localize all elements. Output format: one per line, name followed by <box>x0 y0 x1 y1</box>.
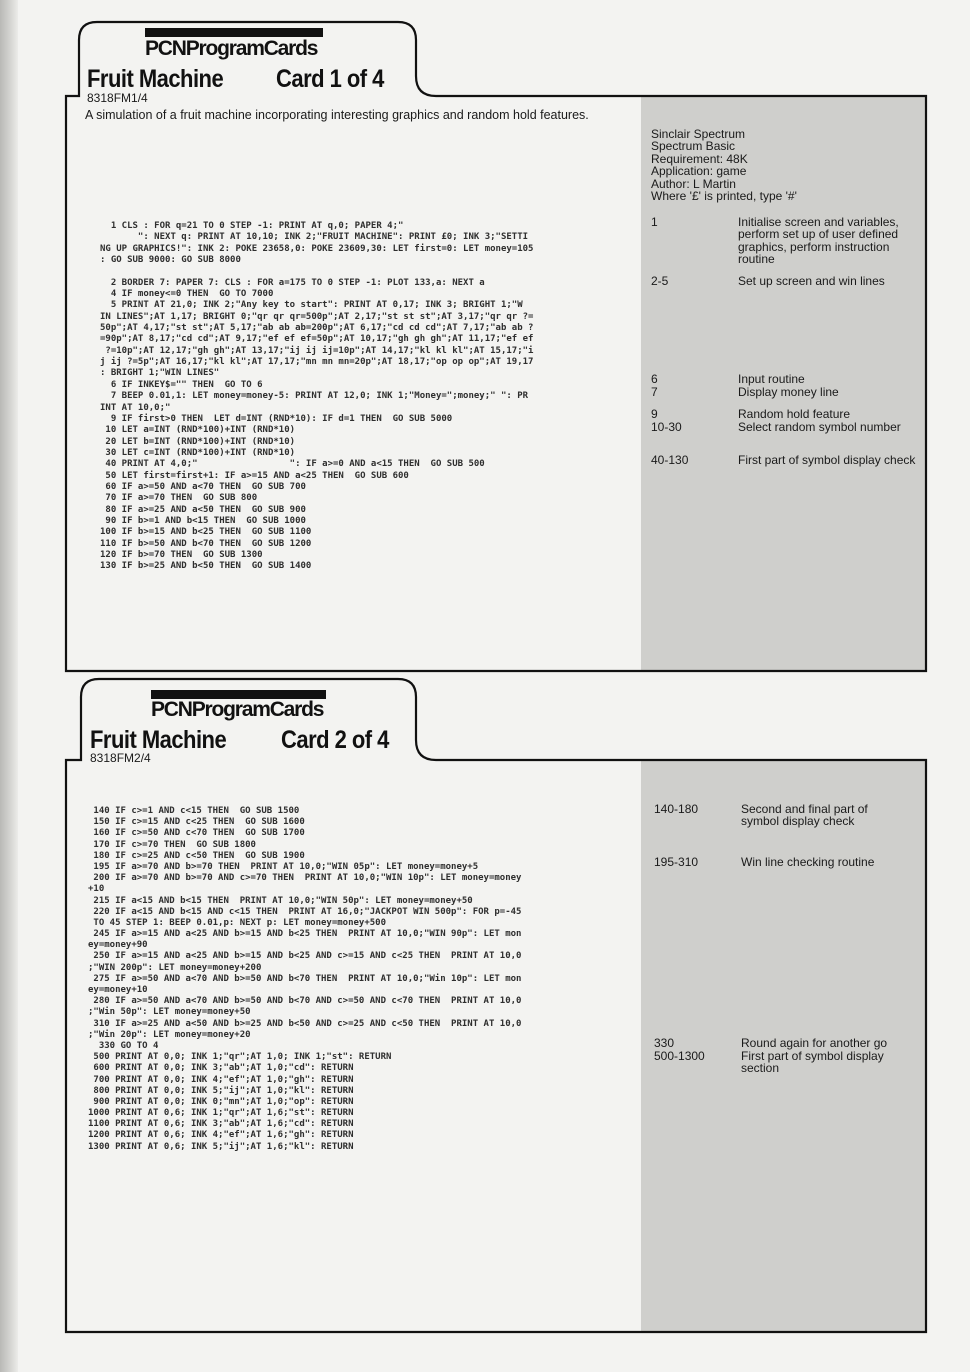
note-text: Win line checking routine <box>741 855 875 869</box>
code-line: 40 PRINT AT 4,0;" ": IF a>=0 AND a<15 THEN GO SUB 500 <box>100 459 485 470</box>
code-line: 275 IF a>=50 AND a<70 AND b>=50 AND b<70 THEN PRINT AT 10,0;"Win 10p": LET mon <box>88 973 522 984</box>
code-line: : GO SUB 9000: GO SUB 8000 <box>100 255 241 266</box>
code-line: ;"Win 50p": LET money=money+50 <box>88 1007 251 1018</box>
code-line: 7 BEEP 0.01,1: LET money=money-5: PRINT AT 12,0; INK 1;"Money=";money;" ": PR <box>100 391 529 402</box>
card1-card-label: Card 1 of 4 <box>276 65 384 93</box>
code-line: 2 BORDER 7: PAPER 7: CLS : FOR a=175 TO 0 STEP -1: PLOT 133,a: NEXT a <box>100 277 485 288</box>
card1-brand: PCNProgramCards <box>145 37 318 60</box>
code-line: 110 IF b>=50 AND b<70 THEN GO SUB 1200 <box>100 538 312 549</box>
code-line: 120 IF b>=70 THEN GO SUB 1300 <box>100 549 263 560</box>
note-text: Second and final part of symbol display check <box>741 802 868 829</box>
note-line-number: 195-310 <box>654 855 699 869</box>
note-text: Display money line <box>738 385 839 399</box>
code-line: 280 IF a>=50 AND a<70 AND b>=50 AND b<70 AND c>=50 AND c<70 THEN PRINT AT 10,0 <box>88 996 522 1007</box>
code-line: NG UP GRAPHICS!": INK 2: POKE 23658,0: POKE 23609,30: LET first=0: LET money=105 <box>100 243 534 254</box>
note-line-number: 1 <box>651 215 658 229</box>
code-line: 330 GO TO 4 <box>88 1040 159 1051</box>
meta-author: Author: L Martin <box>651 176 736 191</box>
code-line: 90 IF b>=1 AND b<15 THEN GO SUB 1000 <box>100 515 306 526</box>
note-text: Select random symbol number <box>738 420 901 434</box>
meta-note: Where '£' is printed, type '#' <box>651 189 797 204</box>
code-line: j ij ?=5p";AT 16,17;"kl kl";AT 17,17;"mn mn mn=20p";AT 18,17;"op op op";AT 19,17 <box>100 357 534 368</box>
card2-title: Fruit Machine <box>90 726 227 754</box>
note-text: First part of symbol display section <box>741 1049 884 1076</box>
code-line: 700 PRINT AT 0,0; INK 4;"ef";AT 1,0;"gh": RETURN <box>88 1074 354 1085</box>
code-line: 250 IF a>=15 AND a<25 AND b>=15 AND b<25 AND c>=15 AND c<25 THEN PRINT AT 10,0 <box>88 951 522 962</box>
code-line: ": NEXT q: PRINT AT 10,10; INK 2;"FRUIT MACHINE": PRINT £0; INK 3;"SETTI <box>100 232 529 243</box>
meta-application: Application: game <box>651 164 747 179</box>
meta-requirement: Requirement: 48K <box>651 151 748 166</box>
code-line: 1200 PRINT AT 0,6; INK 4;"ef";AT 1,6;"gh": RETURN <box>88 1130 354 1141</box>
note-text: Set up screen and win lines <box>738 274 885 288</box>
note-text: Round again for another go <box>741 1036 888 1050</box>
card2-listing <box>88 806 521 1153</box>
code-line: 100 IF b>=15 AND b<25 THEN GO SUB 1100 <box>100 527 312 538</box>
meta-machine: Sinclair Spectrum <box>651 127 746 141</box>
card2-card-label: Card 2 of 4 <box>281 726 389 754</box>
code-line: 1 CLS : FOR q=21 TO 0 STEP -1: PRINT AT q,0; PAPER 4;" <box>100 221 404 231</box>
code-line: 70 IF a>=70 THEN GO SUB 800 <box>100 493 258 504</box>
code-line: 4 IF money<=0 THEN GO TO 7000 <box>100 289 274 300</box>
code-line: 50p";AT 4,17;"st st";AT 5,17;"ab ab ab=200p";AT 6,17;"cd cd cd";AT 7,17;"ab ab ? <box>100 323 534 334</box>
code-line: 60 IF a>=50 AND a<70 THEN GO SUB 700 <box>100 481 306 492</box>
code-line: 130 IF b>=25 AND b<50 THEN GO SUB 1400 <box>100 561 312 572</box>
code-line: 20 LET b=INT (RND*100)+INT (RND*10) <box>100 436 296 447</box>
card2-code-ref: 8318FM2/4 <box>90 751 151 765</box>
code-line: 310 IF a>=25 AND a<50 AND b>=25 AND b<50 AND c>=25 AND c<50 THEN PRINT AT 10,0 <box>88 1018 522 1029</box>
code-line: 5 PRINT AT 21,0; INK 2;"Any key to start": PRINT AT 0,17; INK 3; BRIGHT 1;"W <box>100 300 523 311</box>
code-line: TO 45 STEP 1: BEEP 0.01,p: NEXT p: LET money=money+500 <box>88 917 387 928</box>
note-line-number: 330 <box>654 1036 675 1050</box>
code-line: ;"WIN 200p": LET money=money+200 <box>88 962 262 973</box>
note-line-number: 2-5 <box>651 274 669 288</box>
note-line-number: 6 <box>651 372 658 386</box>
code-line: +10 <box>88 884 105 895</box>
card1-description: A simulation of a fruit machine incorporating interesting graphics and random hold features. <box>85 108 589 122</box>
code-line: 50 LET first=first+1: IF a>=15 AND a<25 THEN GO SUB 600 <box>100 470 409 481</box>
note-line-number: 40-130 <box>651 453 689 467</box>
code-line: INT AT 10,0;" <box>100 402 171 413</box>
code-line: ?=10p";AT 12,17;"gh gh";AT 13,17;"ij ij ij=10p";AT 14,17;"kl kl kl";AT 15,17;"i <box>100 345 534 356</box>
note-text: First part of symbol display check <box>738 453 916 467</box>
code-line: 1300 PRINT AT 0,6; INK 5;"ij";AT 1,6;"kl": RETURN <box>88 1141 354 1152</box>
card2-brand: PCNProgramCards <box>151 698 324 721</box>
note-line-number: 140-180 <box>654 802 699 816</box>
note-text: Initialise screen and variables, perform set up of user defined graphics, perform instruction routine <box>738 215 899 267</box>
code-line: 10 LET a=INT (RND*100)+INT (RND*10) <box>100 425 296 436</box>
note-item <box>654 856 921 868</box>
note-line-number: 10-30 <box>651 420 682 434</box>
code-line: 140 IF c>=1 AND c<15 THEN GO SUB 1500 <box>88 806 300 816</box>
code-line: 245 IF a>=15 AND a<25 AND b>=15 AND b<25 THEN PRINT AT 10,0;"WIN 90p": LET mon <box>88 929 522 940</box>
code-line: 150 IF c>=15 AND c<25 THEN GO SUB 1600 <box>88 817 305 828</box>
code-line: =90p";AT 8,17;"cd cd";AT 9,17;"ef ef ef=50p";AT 10,17;"gh gh gh";AT 11,17;"ef ef <box>100 334 534 345</box>
note-item <box>654 1037 921 1049</box>
note-text: Random hold feature <box>738 407 851 421</box>
meta-language: Spectrum Basic <box>651 139 736 154</box>
note-text: Input routine <box>738 372 805 386</box>
code-line: 195 IF a>=70 AND b>=70 THEN PRINT AT 10,0;"WIN 05p": LET money=money+5 <box>88 861 479 872</box>
code-line: 220 IF a<15 AND b<15 AND c<15 THEN PRINT AT 16,0;"JACKPOT WIN 500p": FOR p=-45 <box>88 906 522 917</box>
code-line: 6 IF INKEY$="" THEN GO TO 6 <box>100 379 263 390</box>
code-line: 9 IF first>0 THEN LET d=INT (RND*10): IF d=1 THEN GO SUB 5000 <box>100 413 453 424</box>
code-line: 200 IF a>=70 AND b>=70 AND c>=70 THEN PRINT AT 10,0;"WIN 10p": LET money=money <box>88 873 522 884</box>
code-line: 600 PRINT AT 0,0; INK 3;"ab";AT 1,0;"cd": RETURN <box>88 1063 354 1074</box>
note-line-number: 500-1300 <box>654 1049 705 1063</box>
note-item <box>654 803 901 828</box>
code-line: 180 IF c>=25 AND c<50 THEN GO SUB 1900 <box>88 850 305 861</box>
code-line: IN LINES";AT 1,17; BRIGHT 0;"qr qr qr=500p";AT 2,17;"st st st";AT 3,17;"qr qr ?= <box>100 311 534 322</box>
note-line-number: 9 <box>651 407 658 421</box>
code-line: 30 LET c=INT (RND*100)+INT (RND*10) <box>100 447 296 458</box>
code-line: ey=money+90 <box>88 940 148 951</box>
code-line: 900 PRINT AT 0,0; INK 0;"mn";AT 1,0;"op": RETURN <box>88 1096 354 1107</box>
code-line: 500 PRINT AT 0,0; INK 1;"qr";AT 1,0; INK 1;"st": RETURN <box>88 1052 392 1063</box>
code-line: : BRIGHT 1;"WIN LINES" <box>100 368 220 379</box>
code-line: 800 PRINT AT 0,0; INK 5;"ij";AT 1,0;"kl": RETURN <box>88 1085 354 1096</box>
card1-title: Fruit Machine <box>87 65 224 93</box>
code-line: ey=money+10 <box>88 985 148 995</box>
code-line: 80 IF a>=25 AND a<50 THEN GO SUB 900 <box>100 504 306 515</box>
code-line: ;"Win 20p": LET money=money+20 <box>88 1029 251 1040</box>
code-line: 1100 PRINT AT 0,6; INK 3;"ab";AT 1,6;"cd": RETURN <box>88 1119 354 1130</box>
code-line: 170 IF c>=70 THEN GO SUB 1800 <box>88 839 256 850</box>
code-line: 1000 PRINT AT 0,6; INK 1;"qr";AT 1,6;"st": RETURN <box>88 1108 354 1119</box>
note-line-number: 7 <box>651 385 658 399</box>
card1-code-ref: 8318FM1/4 <box>87 91 148 105</box>
note-item <box>654 1050 901 1075</box>
code-line: 160 IF c>=50 AND c<70 THEN GO SUB 1700 <box>88 828 305 839</box>
code-line: 215 IF a<15 AND b<15 THEN PRINT AT 10,0;"WIN 50p": LET money=money+50 <box>88 895 473 906</box>
